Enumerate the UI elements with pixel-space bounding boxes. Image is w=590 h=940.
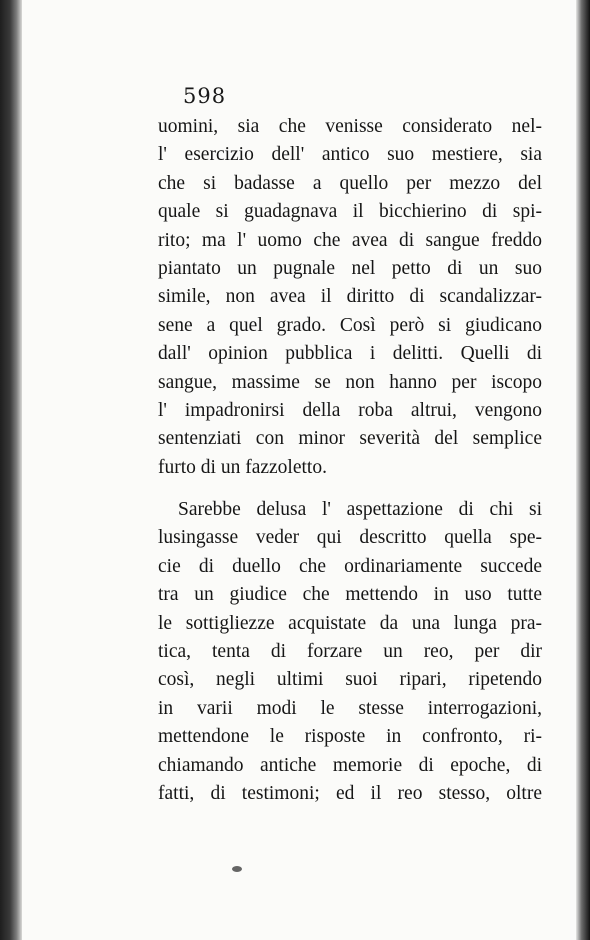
text-line: sentenziati con minor severità del semplice xyxy=(158,428,542,450)
text-line: quale si guadagnava il bicchierino di spi- xyxy=(158,201,542,223)
page-edge-shadow xyxy=(576,0,590,940)
text-line: cie di duello che ordinariamente succede xyxy=(158,555,542,577)
text-line: l' impadronirsi della roba altrui, vengono xyxy=(158,399,542,421)
text-line: sangue, massime se non hanno per iscopo xyxy=(158,371,542,393)
text-line: dall' opinion pubblica i delitti. Quelli di xyxy=(158,343,542,365)
text-line: tra un giudice che mettendo in uso tutte xyxy=(158,584,542,606)
text-line: le sottigliezze acquistate da una lunga pra- xyxy=(158,612,542,634)
book-binding-shadow xyxy=(0,0,22,940)
text-line: così, negli ultimi suoi ripari, ripetendo xyxy=(158,669,542,691)
text-line: furto di un fazzoletto. xyxy=(158,456,327,478)
text-line: rito; ma l' uomo che avea di sangue freddo xyxy=(158,229,542,251)
text-line: chiamando antiche memorie di epoche, di xyxy=(158,754,542,776)
text-line: in varii modi le stesse interrogazioni, xyxy=(158,697,542,719)
text-line: fatti, di testimoni; ed il reo stesso, oltre xyxy=(158,782,542,804)
body-text xyxy=(158,113,542,808)
paragraph-2 xyxy=(158,496,542,808)
text-line: mettendone le risposte in confronto, ri- xyxy=(158,726,542,748)
text-line: tica, tenta di forzare un reo, per dir xyxy=(158,641,542,663)
text-line: l' esercizio dell' antico suo mestiere, sia xyxy=(158,144,542,166)
text-line: simile, non avea il diritto di scandalizzar- xyxy=(158,286,542,308)
text-line: uomini, sia che venisse considerato nel- xyxy=(158,116,542,137)
page-number: 598 xyxy=(183,84,227,108)
ink-smudge xyxy=(232,866,242,872)
text-line: sene a quel grado. Così però si giudicano xyxy=(158,314,542,336)
text-line: che si badasse a quello per mezzo del xyxy=(158,172,542,194)
text-line: Sarebbe delusa l' aspettazione di chi si xyxy=(178,499,542,521)
paragraph-1 xyxy=(158,113,542,482)
text-line: lusingasse veder qui descritto quella spe- xyxy=(158,527,542,549)
paragraph-gap xyxy=(158,482,542,496)
text-line: piantato un pugnale nel petto di un suo xyxy=(158,257,542,279)
